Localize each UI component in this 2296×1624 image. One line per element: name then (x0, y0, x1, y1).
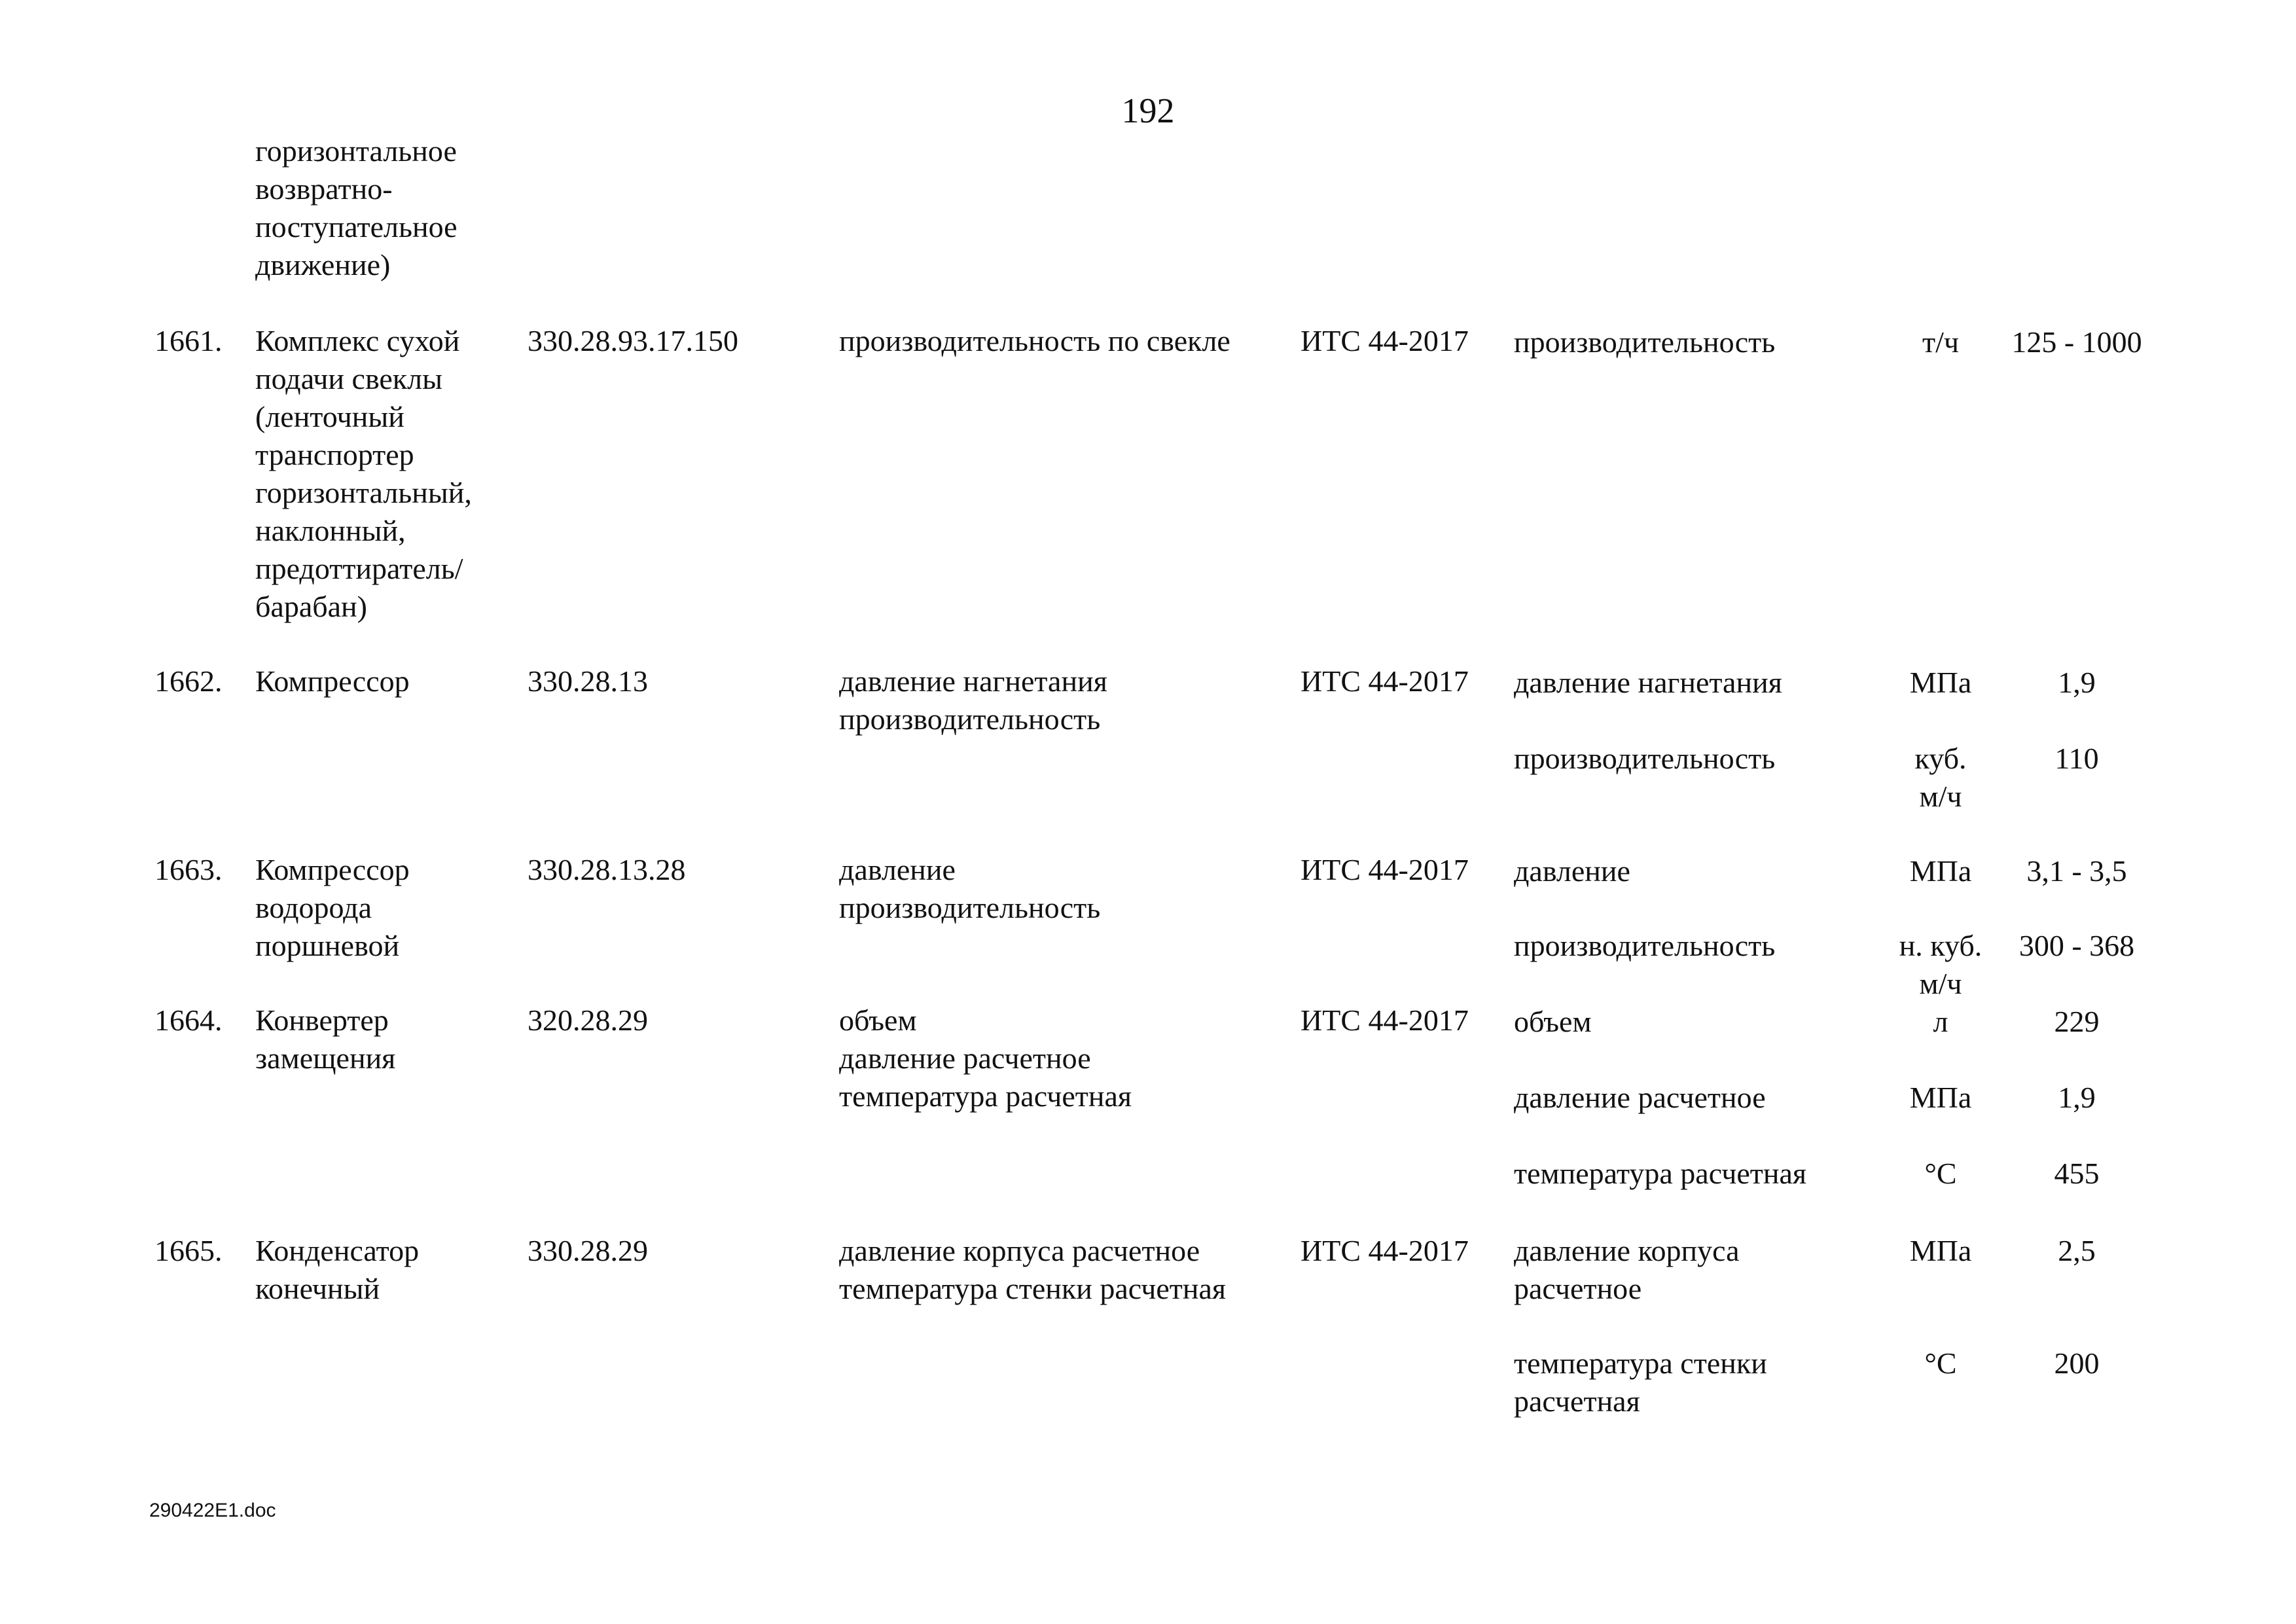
characteristic-line: давление расчетное (839, 1041, 1091, 1075)
characteristic-line: давление нагнетания (839, 664, 1107, 698)
param-value: 125 - 1000 (2011, 325, 2142, 359)
characteristic-line: температура расчетная (839, 1079, 1132, 1113)
param-value: 3,1 - 3,5 (2026, 854, 2127, 888)
characteristics (839, 1232, 1226, 1308)
param-name: давление корпуса расчетное (1514, 1234, 1740, 1305)
item-name (255, 662, 410, 700)
param-name: производительность (1514, 325, 1776, 359)
item-number: 1663. (154, 853, 223, 886)
name-line: замещения (255, 1041, 396, 1075)
name-line: поступательное (255, 210, 457, 244)
param-value: 110 (2054, 742, 2099, 775)
name-line: горизонтальный, (255, 476, 472, 509)
param-name: температура расчетная (1514, 1157, 1807, 1190)
item-number: 1661. (154, 324, 223, 357)
name-line: подачи свеклы (255, 362, 443, 395)
name-line: наклонный, (255, 514, 406, 547)
its-reference: ИТС 44-2017 (1300, 1234, 1469, 1267)
param-unit: МПа (1909, 1081, 1972, 1114)
page-number: 192 (1121, 91, 1175, 130)
name-line: возвратно- (255, 172, 393, 206)
characteristic-line: объем (839, 1003, 917, 1037)
characteristic-line: давление корпуса расчетное (839, 1234, 1200, 1267)
item-number: 1662. (154, 664, 223, 698)
footer-filename: 290422E1.doc (149, 1500, 276, 1521)
param-value: 1,9 (2058, 666, 2096, 699)
characteristics (839, 662, 1107, 738)
param-value: 300 - 368 (2018, 929, 2135, 962)
param-unit: куб. м/ч (1914, 742, 1967, 813)
characteristic-line: температура стенки расчетная (839, 1272, 1227, 1305)
param-name: производительность (1514, 929, 1776, 962)
param-name: давление (1514, 854, 1630, 888)
param-unit: МПа (1909, 854, 1972, 888)
item-name (255, 322, 472, 626)
characteristics (839, 322, 1230, 360)
param-unit: н. куб. м/ч (1899, 929, 1982, 1000)
characteristic-line: производительность (839, 891, 1101, 924)
param-name: объем (1514, 1005, 1592, 1038)
characteristic-line: производительность (839, 702, 1101, 736)
param-name: производительность (1514, 742, 1776, 775)
param-value: 229 (2054, 1005, 2100, 1038)
param-value: 455 (2054, 1157, 2100, 1190)
name-line: конечный (255, 1272, 380, 1305)
characteristic-line: производительность по свекле (839, 324, 1230, 357)
param-value: 1,9 (2058, 1081, 2096, 1114)
param-unit: л (1933, 1005, 1948, 1038)
name-line: поршневой (255, 929, 400, 962)
name-line: Компрессор (255, 853, 410, 886)
name-line: предоттиратель/ (255, 552, 463, 585)
name-line: Комплекс сухой (255, 324, 460, 357)
item-code: 330.28.13 (528, 664, 648, 698)
its-reference: ИТС 44-2017 (1300, 853, 1469, 886)
characteristics (839, 851, 1100, 927)
param-unit: т/ч (1922, 325, 1960, 359)
name-line: движение) (255, 248, 391, 281)
its-reference: ИТС 44-2017 (1300, 664, 1469, 698)
name-line: транспортер (255, 438, 414, 471)
item-name (255, 1001, 395, 1077)
item-number: 1665. (154, 1234, 223, 1267)
param-unit: °С (1924, 1346, 1957, 1380)
name-line: Конденсатор (255, 1234, 420, 1267)
item-code: 330.28.93.17.150 (528, 324, 738, 357)
item-number: 1664. (154, 1003, 223, 1037)
param-unit: °С (1924, 1157, 1957, 1190)
item-code: 320.28.29 (528, 1003, 648, 1037)
param-name: температура стенки расчетная (1514, 1346, 1767, 1418)
param-name: давление расчетное (1514, 1081, 1766, 1114)
name-line: Компрессор (255, 664, 410, 698)
item-code: 330.28.29 (528, 1234, 648, 1267)
characteristic-line: давление (839, 853, 956, 886)
param-value: 2,5 (2058, 1234, 2096, 1267)
name-line: водорода (255, 891, 372, 924)
name-line: барабан) (255, 590, 367, 623)
name-line: Конвертер (255, 1003, 389, 1037)
param-value: 200 (2054, 1346, 2100, 1380)
characteristics (839, 1001, 1132, 1115)
item-name (255, 1232, 419, 1308)
item-code: 330.28.13.28 (528, 853, 686, 886)
param-unit: МПа (1909, 666, 1972, 699)
item-name (255, 851, 410, 965)
param-name: давление нагнетания (1514, 666, 1782, 699)
name-line: горизонтальное (255, 134, 457, 168)
param-unit: МПа (1909, 1234, 1972, 1267)
its-reference: ИТС 44-2017 (1300, 324, 1469, 357)
name-line: (ленточный (255, 400, 404, 433)
its-reference: ИТС 44-2017 (1300, 1003, 1469, 1037)
item-name (255, 132, 457, 284)
